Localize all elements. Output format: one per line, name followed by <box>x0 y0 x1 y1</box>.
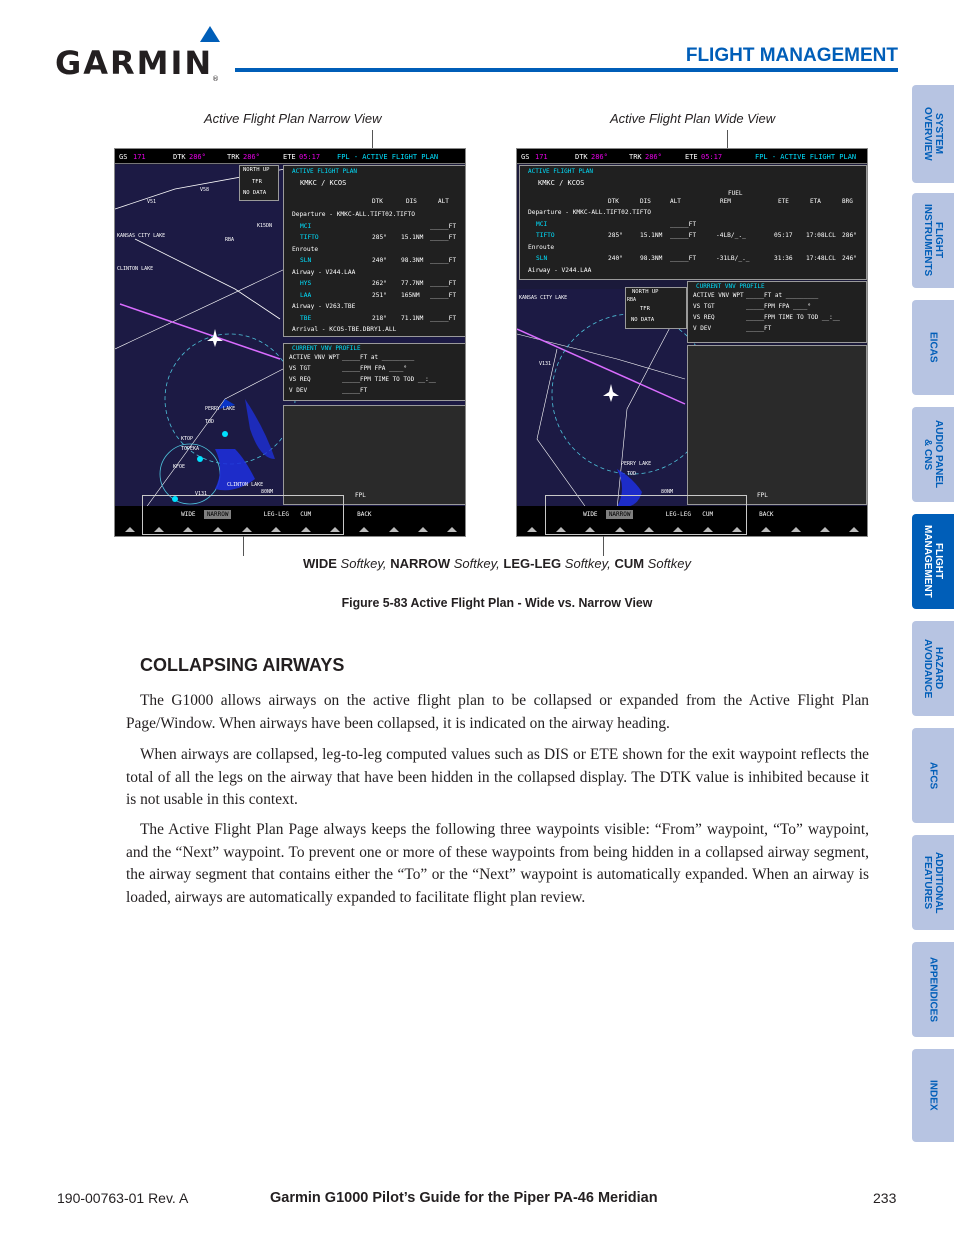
fpl-heading: Enroute <box>292 245 319 253</box>
softkey-narrow[interactable]: NARROW <box>606 510 633 519</box>
softkey-highlight-wide <box>545 495 747 535</box>
header-rule <box>235 68 898 72</box>
paragraph-3: The Active Flight Plan Page always keeps the following three waypoints visible: “From” waypoint, “To” waypoint, and the “Next” waypoint. To prevent one or more of these waypoints from being hidden in a collapsed airway segment, the airway segment that contains either the “To” or the “Next” waypoint is automatically expanded. When an airway is loaded, airways are automatically expanded to facilitate flight plan review. <box>126 821 869 906</box>
fpl-alt: _____FT <box>430 222 457 230</box>
vnv-label: VS REQ <box>289 376 311 383</box>
fpl-waypoint: TIFTO <box>300 234 319 241</box>
fpl-dtk: 251° <box>372 291 387 299</box>
fpl-cell: _____FT <box>670 220 697 228</box>
empty-window <box>687 345 867 505</box>
tab-additional-features[interactable]: ADDITIONAL FEATURES <box>912 835 954 930</box>
section-title: FLIGHT MANAGEMENT <box>685 45 898 66</box>
fpl-waypoint: HYS <box>300 280 312 287</box>
softkey-wide[interactable]: WIDE <box>583 511 598 518</box>
tab-system-overview[interactable]: SYSTEM OVERVIEW <box>912 85 954 183</box>
softkey-back[interactable]: BACK <box>759 511 774 518</box>
vnv-value: _____FT <box>746 325 772 332</box>
softkey-arrow-icon[interactable] <box>849 527 859 532</box>
fpl-heading: Departure - KMKC-ALL.TIFT02.TIFTO <box>528 209 651 216</box>
pointer-softkeys-wide <box>603 536 604 556</box>
doc-number: 190-00763-01 Rev. A <box>57 1190 189 1206</box>
brand-name: GARMIN <box>55 44 214 82</box>
registered-mark: ® <box>212 75 219 83</box>
label-narrow-view: Active Flight Plan Narrow View <box>204 111 382 126</box>
softkey-arrow-icon[interactable] <box>359 527 369 532</box>
doc-title: Garmin G1000 Pilot’s Guide for the Piper PA-46 Meridian <box>270 1190 658 1206</box>
tab-appendices[interactable]: APPENDICES <box>912 942 954 1037</box>
fpl-cell: 285° <box>608 232 623 239</box>
fpl-alt: _____FT <box>430 280 457 287</box>
fpl-dis: 77.7NM <box>401 280 424 287</box>
fpl-cell: -31LB/_._ <box>716 255 750 262</box>
active-flight-plan-window: ACTIVE FLIGHT PLAN KMKC / KCOS FUEL DTK DIS ALT REM ETE ETA BRG Departure - KMKC-ALL.TIFT02.TIFTO MCI _____FT TIFTO 285° 15.1NM _____FT -4LB/_._ 05:17 17:08LCL 286° Enroute SLN 240° 98.3NM _____FT -31LB/_._ 31:36 17:48LCL 246° Airway - V244.LAA <box>519 165 867 280</box>
fpl-dtk: 285° <box>372 234 387 241</box>
fpl-cell: -4LB/_._ <box>716 232 746 239</box>
section-heading: COLLAPSING AIRWAYS <box>140 655 345 675</box>
fpl-cell: MCI <box>536 220 548 228</box>
map-inset: NORTH UP TFR NO DATA <box>625 287 687 329</box>
vnv-profile-window: CURRENT VNV PROFILE ACTIVE VNV WPT _____FT at _________ VS TGT _____FPM FPA ____° VS REQ _____FPM TIME TO TOD __:__ V DEV _____FT <box>687 281 867 343</box>
nav-status-bar: GS 171 DTK 286° TRK 286° ETE 05:17 FPL - ACTIVE FLIGHT PLAN <box>115 149 465 164</box>
vnv-label: VS TGT <box>289 365 311 372</box>
fpl-cell: SLN <box>536 255 548 262</box>
vnv-value: _____FPM FPA ____° <box>746 303 812 310</box>
vnv-label: V DEV <box>289 387 308 394</box>
fpl-column-header: ETE <box>778 198 789 205</box>
fpl-dis: 71.1NM <box>401 314 424 322</box>
nav-status-bar: GS 171 DTK 286° TRK 286° ETE 05:17 FPL - ACTIVE FLIGHT PLAN <box>517 149 867 164</box>
fpl-cell: 240° <box>608 255 623 262</box>
softkey-wide[interactable]: WIDE <box>181 511 196 518</box>
fpl-heading: Airway - V244.LAA <box>292 268 356 276</box>
softkey-arrow-icon[interactable] <box>527 527 537 532</box>
softkey-arrow-icon[interactable] <box>125 527 135 532</box>
paragraph-1: The G1000 allows airways on the active flight plan to be collapsed or expanded from the Active Flight Plan Page/Window. When airways have been collapsed, it is indicated on the airway heading. <box>126 692 869 732</box>
paragraph-2: When airways are collapsed, leg-to-leg computed values such as DIS or ETE shown for the exit waypoint reflects the total of all the legs on the airway that have been hidden in the collapsed display. The DTK value is inhibited because it is not usable in this context. <box>126 746 869 808</box>
fpl-cell: 98.3NM <box>640 255 663 262</box>
vnv-label: ACTIVE VNV WPT <box>693 292 744 299</box>
vnv-profile-window: CURRENT VNV PROFILE ACTIVE VNV WPT _____FT at _________ VS TGT _____FPM FPA ____° VS REQ _____FPM TIME TO TOD __:__ V DEV _____FT <box>283 343 466 401</box>
fpl-dtk: 262° <box>372 280 387 287</box>
fpl-cell: 31:36 <box>774 255 793 262</box>
fpl-cell: _____FT <box>670 255 697 262</box>
tab-afcs[interactable]: AFCS <box>912 728 954 823</box>
softkey-bar: FPL WIDE NARROW LEG-LEG CUM BACK <box>115 506 465 536</box>
mfd-wide-view: GS 171 DTK 286° TRK 286° ETE 05:17 FPL - ACTIVE FLIGHT PLAN ACTIVE FLIGHT PLAN KMKC / KCOS FUEL DTK DIS ALT REM ETE ETA BRG Departure - KMKC-ALL.TIFT02.TIFTO MCI _____FT TIFTO 285° 15.1NM _____FT -4LB/_._ 05:17 17:08LCL 286° Enroute SLN 240° 98.3NM _____FT -31LB/_._ 31:36 17:48LCL 246° Airway - V244.LAA NORTH UP TFR NO DATA RBA KANSAS CITY LAKE V131 PERRY LAKE TOD 80NM CURRENT VNV PROFILE ACTIVE VNV WPT _____FT at _________ VS TGT _____FPM FPA ____° VS REQ _____FPM TIME TO TOD __:__ V DEV _____FT FPL WIDE NARROW LEG-LEG CUM BACK <box>516 148 868 537</box>
fpl-heading: Airway - V244.LAA <box>528 266 592 274</box>
vnv-label: VS REQ <box>693 314 715 321</box>
fpl-dis: 15.1NM <box>401 234 424 241</box>
softkey-leg-leg[interactable]: LEG-LEG <box>665 511 691 518</box>
fpl-alt: _____FT <box>430 234 457 241</box>
fpl-waypoint: SLN <box>300 257 312 264</box>
fpl-cell: 286° <box>842 232 857 239</box>
tab-eicas[interactable]: EICAS <box>912 300 954 395</box>
fpl-cell: 15.1NM <box>640 232 663 239</box>
fpl-column-header: DIS <box>640 198 651 205</box>
page-number: 233 <box>873 1190 897 1206</box>
tab-hazard-avoidance[interactable]: HAZARD AVOIDANCE <box>912 621 954 716</box>
softkey-back[interactable]: BACK <box>357 511 372 518</box>
garmin-logo <box>55 22 220 83</box>
vnv-label: ACTIVE VNV WPT <box>289 354 340 361</box>
figure-caption: Figure 5-83 Active Flight Plan - Wide vs. Narrow View <box>341 595 653 610</box>
vnv-value: _____FPM TIME TO TOD __:__ <box>342 376 436 383</box>
fpl-dis: 165NM <box>401 291 420 299</box>
vnv-value: _____FT at _________ <box>342 354 415 361</box>
tab-audio-panel[interactable]: AUDIO PANEL & CNS <box>912 407 954 502</box>
garmin-triangle-icon <box>200 26 220 42</box>
fpl-cell: 246° <box>842 255 857 262</box>
map-inset: NORTH UP TFR NO DATA <box>239 165 279 201</box>
fpl-column-header: ALT <box>670 198 681 205</box>
fpl-waypoint: TBE <box>300 314 312 322</box>
active-flight-plan-window: ACTIVE FLIGHT PLAN KMKC / KCOS DTK DIS ALT Departure - KMKC-ALL.TIFT02.TIFTO MCI _____FT TIFTO 285° 15.1NM _____FT Enroute SLN 240° 98.3NM _____FT Airway - V244.LAA HYS 262° 77.7NM _____FT LAA 251° 165NM _____FT Airway - V263.TBE TBE 218° 71.1NM _____FT Arrival - KCOS-TBE.DBRY1.ALL <box>283 165 466 337</box>
fpl-waypoint: LAA <box>300 291 312 299</box>
fpl-alt: _____FT <box>430 314 457 322</box>
fpl-column-header: ETA <box>810 198 821 205</box>
vnv-value: _____FT at _________ <box>746 292 819 299</box>
softkey-leg-leg[interactable]: LEG-LEG <box>263 511 289 518</box>
softkey-cum[interactable]: CUM <box>702 511 714 518</box>
softkey-highlight-narrow <box>142 495 344 535</box>
label-wide-view: Active Flight Plan Wide View <box>610 111 776 126</box>
fpl-dis: 98.3NM <box>401 257 424 264</box>
fpl-column-header: REM <box>720 198 731 205</box>
softkey-arrow-icon[interactable] <box>761 527 771 532</box>
fpl-column-header: DTK <box>608 198 619 205</box>
softkey-arrow-icon[interactable] <box>791 527 801 532</box>
fpl-alt: _____FT <box>430 257 457 264</box>
fpl-dtk: 218° <box>372 314 387 322</box>
softkey-bar: FPL WIDE NARROW LEG-LEG CUM BACK <box>517 506 867 536</box>
fpl-dtk: 240° <box>372 257 387 264</box>
softkey-caption: WIDE Softkey, NARROW Softkey, LEG-LEG Softkey, CUM Softkey <box>302 556 692 571</box>
empty-window <box>283 405 466 505</box>
vnv-value: _____FPM TIME TO TOD __:__ <box>746 314 840 321</box>
tab-flight-management[interactable]: FLIGHT MANAGEMENT <box>912 514 954 609</box>
fpl-heading: Airway - V263.TBE <box>292 303 356 310</box>
softkey-cum[interactable]: CUM <box>300 511 312 518</box>
fpl-cell: 17:08LCL <box>806 232 836 239</box>
vnv-label: VS TGT <box>693 303 715 310</box>
pointer-softkeys-narrow <box>243 536 244 556</box>
softkey-arrow-icon[interactable] <box>418 527 428 532</box>
fpl-heading: Departure - KMKC-ALL.TIFT02.TIFTO <box>292 211 415 218</box>
softkey-arrow-icon[interactable] <box>447 527 457 532</box>
vnv-value: _____FPM FPA ____° <box>342 365 408 372</box>
fpl-cell: 17:48LCL <box>806 255 836 262</box>
fpl-heading: Arrival - KCOS-TBE.DBRY1.ALL <box>292 326 397 333</box>
fpl-cell: TIFTO <box>536 232 555 239</box>
softkey-arrow-icon[interactable] <box>820 527 830 532</box>
fpl-heading: Enroute <box>528 243 555 251</box>
vnv-value: _____FT <box>342 387 368 394</box>
fpl-cell: _____FT <box>670 232 697 239</box>
softkey-narrow[interactable]: NARROW <box>204 510 231 519</box>
mfd-narrow-view: GS 171 DTK 286° TRK 286° ETE 05:17 FPL - ACTIVE FLIGHT PLAN NORTH UP TFR NO DATA V58 V51 KANSAS CITY LAKE CLINTON LAKE RBA K15DN TOD KTOP TOPEKA PERRY LAKE KFOE CLINTON LAKE V131 80NM ACTIVE FLIGHT PLAN KMKC / KCOS DTK DIS ALT Departure - KMKC-ALL.TIFT02.TIFTO MCI _____FT TIFTO 285° 15.1NM _____FT Enroute SLN 240° 98.3NM _____FT Airway - V244.LAA HYS 262° 77.7NM _____FT LAA 251° 165NM _____FT Airway - V263.TBE TBE 218° 71.1NM _____FT Arrival - KCOS-TBE.DBRY1.ALL CURRENT VNV PROFILE ACTIVE VNV WPT _____FT at _________ VS TGT _____FPM FPA ____° VS REQ _____FPM TIME TO TOD __:__ V DEV _____FT FPL WIDE NARROW LEG-LEG CUM BACK <box>114 148 466 537</box>
fpl-cell: 05:17 <box>774 232 793 239</box>
tab-flight-instruments[interactable]: FLIGHT INSTRUMENTS <box>912 193 954 288</box>
fpl-column-header: BRG <box>842 198 853 205</box>
fpl-waypoint: MCI <box>300 222 312 230</box>
softkey-arrow-icon[interactable] <box>389 527 399 532</box>
tab-index[interactable]: INDEX <box>912 1049 954 1142</box>
fpl-alt: _____FT <box>430 291 457 299</box>
vnv-label: V DEV <box>693 325 712 332</box>
